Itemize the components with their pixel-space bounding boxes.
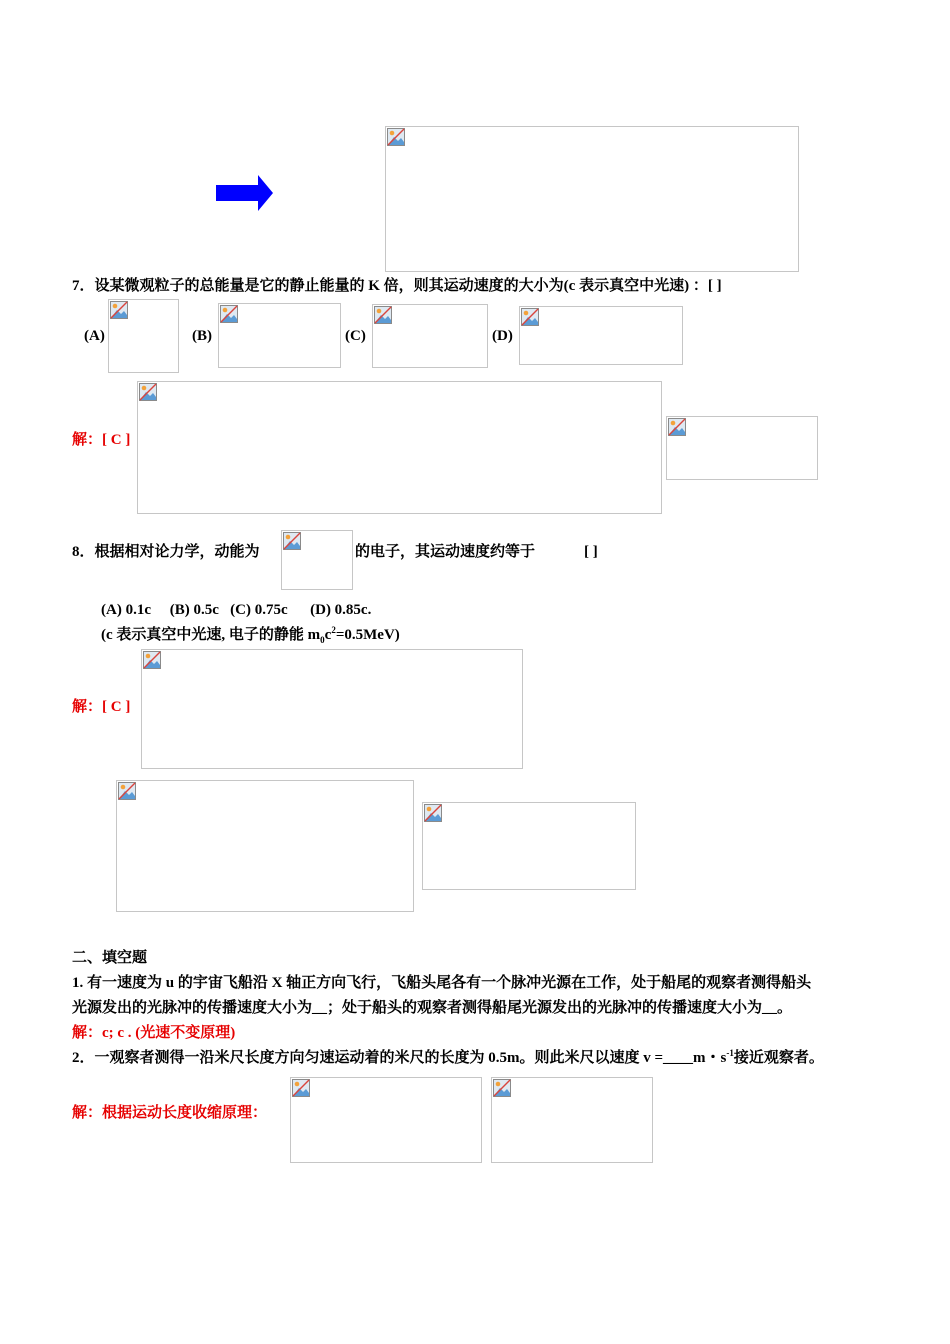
s2-q2-answer: 解：根据运动长度收缩原理： (72, 1105, 268, 1121)
broken-image-icon (139, 383, 157, 401)
q7-option-a-formula (108, 299, 179, 373)
broken-image-icon (292, 1079, 310, 1097)
figure-image (385, 126, 799, 272)
s2-q1-answer: 解：c; c . (光速不变原理) (72, 1025, 236, 1041)
right-arrow-icon (214, 174, 274, 212)
broken-image-icon (387, 128, 405, 146)
q7-answer: 解：[ C ] (72, 432, 131, 448)
q8-solution-formula-3 (422, 802, 636, 890)
q8-kinetic-energy-formula (281, 530, 353, 590)
q7-option-c-formula (372, 304, 488, 368)
broken-image-icon (493, 1079, 511, 1097)
q7-solution-result (666, 416, 818, 480)
s2-q2-formula-1 (290, 1077, 482, 1163)
s2-q2-stem: 2．一观察者测得一沿米尺长度方向匀速运动着的米尺的长度为 0.5m。则此米尺以速度 v =____m・$s^{-1}$接近观察者。 (72, 1048, 824, 1066)
q8-answer: 解：[ C ] (72, 699, 131, 715)
broken-image-icon (143, 651, 161, 669)
q8-bracket: [ ] (584, 544, 598, 560)
q7-option-d-label: (D) (492, 328, 513, 344)
q8-choices: (A) 0.1c (B) 0.5c (C) 0.75c (D) 0.85c. (101, 602, 372, 618)
s2-q1-line2: 光源发出的光脉冲的传播速度大小为__；处于船头的观察者测得船尾光源发出的光脉冲的传播速度大小为__。 (72, 1000, 793, 1016)
broken-image-icon (374, 306, 392, 324)
q8-note: (c 表示真空中光速, 电子的静能 $m_0c^2=0.5MeV$) (101, 625, 400, 645)
q7-option-c-label: (C) (345, 328, 366, 344)
q7-option-b-label: (B) (192, 328, 212, 344)
q7-solution-formula (137, 381, 662, 514)
broken-image-icon (118, 782, 136, 800)
section-heading: 二、填空题 (72, 950, 148, 966)
q8-solution-formula-2 (116, 780, 414, 912)
q8-stem-before: 8．根据相对论力学，动能为 (72, 544, 260, 560)
broken-image-icon (283, 532, 301, 550)
broken-image-icon (424, 804, 442, 822)
q7-stem: 7．设某微观粒子的总能量是它的静止能量的 K 倍，则其运动速度的大小为(c 表示真空中光速) ：[ ] (72, 278, 722, 294)
q7-option-d-formula (519, 306, 683, 365)
q7-option-a-label: (A) (84, 328, 105, 344)
broken-image-icon (668, 418, 686, 436)
s2-q2-formula-2 (491, 1077, 653, 1163)
q7-option-b-formula (218, 303, 341, 368)
s2-q1-line1: 1. 有一速度为 u 的宇宙飞船沿 X 轴正方向飞行，飞船头尾各有一个脉冲光源在工作，处于船尾的观察者测得船头 (72, 975, 812, 991)
q8-solution-formula-1 (141, 649, 523, 769)
q8-stem-after: 的电子，其运动速度约等于 (355, 544, 536, 560)
broken-image-icon (521, 308, 539, 326)
broken-image-icon (110, 301, 128, 319)
broken-image-icon (220, 305, 238, 323)
